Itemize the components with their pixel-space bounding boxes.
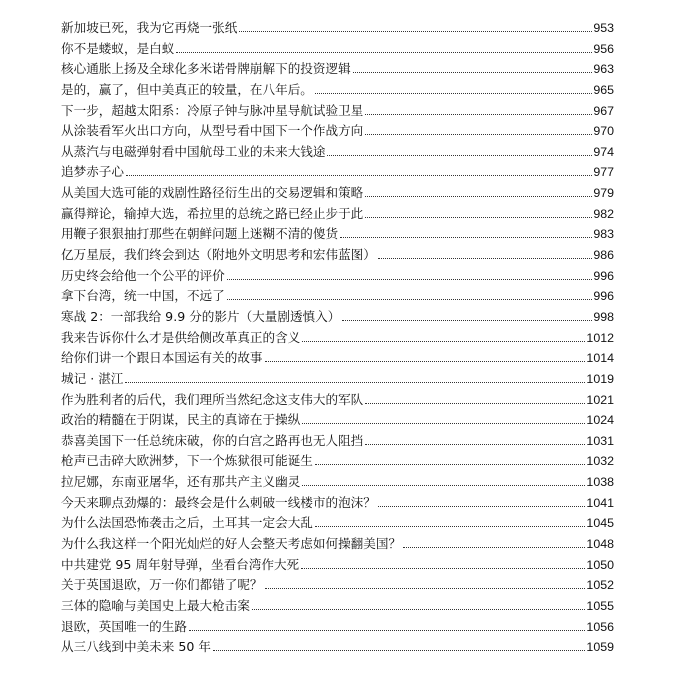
toc-entry-title: 追梦赤子心 <box>61 164 124 180</box>
toc-entry-title: 从三八线到中美未来 50 年 <box>61 639 211 655</box>
toc-entry-title: 你不是蝼蚁，是白蚁 <box>61 40 175 56</box>
toc-entry-page-number: 1014 <box>586 351 614 366</box>
toc-dot-leader <box>125 382 585 383</box>
toc-dot-leader <box>302 341 585 342</box>
toc-dot-leader <box>301 568 585 569</box>
toc-dot-leader <box>365 196 592 197</box>
toc-entry-page-number: 956 <box>593 41 614 56</box>
toc-entry-title: 中共建党 95 周年射导弹，坐看台湾作大死 <box>61 556 300 572</box>
toc-entry-page-number: 1059 <box>586 640 614 655</box>
toc-entry[interactable] <box>61 307 614 328</box>
toc-entry-title: 从蒸汽与电磁弹射看中国航母工业的未来大钱途 <box>61 143 326 159</box>
toc-dot-leader <box>353 72 593 73</box>
toc-entry-title: 从美国大选可能的戏剧性路径衍生出的交易逻辑和策略 <box>61 185 364 201</box>
toc-entry-title: 给你们讲一个跟日本国运有关的故事 <box>61 350 263 366</box>
toc-dot-leader <box>327 155 592 156</box>
toc-dot-leader <box>302 485 585 486</box>
toc-entry[interactable] <box>61 534 614 555</box>
toc-entry-title: 退欧，英国唯一的生路 <box>61 618 187 634</box>
toc-dot-leader <box>342 320 592 321</box>
toc-entry-page-number: 1052 <box>586 578 614 593</box>
toc-entry[interactable] <box>61 286 614 307</box>
toc-entry[interactable] <box>61 245 614 266</box>
toc-entry-page-number: 1055 <box>586 598 614 613</box>
toc-entry-page-number: 1056 <box>586 619 614 634</box>
toc-entry[interactable] <box>61 266 614 287</box>
toc-entry-page-number: 983 <box>593 227 614 242</box>
toc-entry-title: 我来告诉你什么才是供给侧改革真正的含义 <box>61 329 301 345</box>
toc-dot-leader <box>365 134 592 135</box>
toc-entry-page-number: 953 <box>593 21 614 35</box>
toc-dot-leader <box>189 630 585 631</box>
toc-entry-page-number: 965 <box>593 82 614 97</box>
toc-entry-title: 用鞭子狠狠抽打那些在朝鲜问题上迷糊不清的傻货 <box>61 226 339 242</box>
toc-entry[interactable] <box>61 224 614 245</box>
toc-entry-title: 城记 · 湛江 <box>61 370 124 386</box>
toc-dot-leader <box>302 423 585 424</box>
toc-dot-leader <box>315 93 592 94</box>
toc-entry[interactable] <box>61 101 614 122</box>
toc-entry-title: 下一步，超越太阳系：冷原子钟与脉冲星导航试验卫星 <box>61 102 364 118</box>
toc-entry-title: 今天来聊点劲爆的：最终会是什么刺破一线楼市的泡沫？ <box>61 494 376 510</box>
toc-dot-leader <box>227 279 593 280</box>
toc-entry[interactable] <box>61 410 614 431</box>
toc-entry-page-number: 1012 <box>586 330 614 345</box>
toc-entry[interactable] <box>61 493 614 514</box>
toc-entry-page-number: 1019 <box>586 371 614 386</box>
toc-entry-title: 赢得辩论，输掉大选，希拉里的总统之路已经止步于此 <box>61 205 364 221</box>
toc-entry-title: 核心通胀上扬及全球化多米诺骨牌崩解下的投资逻辑 <box>61 61 351 77</box>
toc-entry[interactable] <box>61 390 614 411</box>
toc-entry[interactable] <box>61 39 614 60</box>
toc-dot-leader <box>265 361 586 362</box>
toc-entry-page-number: 970 <box>593 124 614 139</box>
toc-entry[interactable] <box>61 18 614 39</box>
toc-entry[interactable] <box>61 348 614 369</box>
toc-entry-title: 是的，赢了，但中美真正的较量，在八年后。 <box>61 81 313 97</box>
toc-entry[interactable] <box>61 142 614 163</box>
toc-entry[interactable] <box>61 121 614 142</box>
toc-entry-title: 作为胜利者的后代，我们理所当然纪念这支伟大的军队 <box>61 391 364 407</box>
toc-entry-title: 恭喜美国下一任总统床破，你的白宫之路再也无人阻挡 <box>61 432 364 448</box>
toc-entry[interactable] <box>61 431 614 452</box>
toc-dot-leader <box>239 31 592 32</box>
toc-entry-title: 新加坡已死，我为它再烧一张纸 <box>61 20 238 35</box>
toc-entry-page-number: 1041 <box>586 495 614 510</box>
toc-entry-page-number: 998 <box>593 309 614 324</box>
toc-dot-leader <box>176 52 592 53</box>
toc-entry[interactable] <box>61 555 614 576</box>
toc-entry-title: 历史终会给他一个公平的评价 <box>61 267 225 283</box>
toc-dot-leader <box>265 588 586 589</box>
toc-dot-leader <box>365 114 592 115</box>
toc-entry-page-number: 1048 <box>586 537 614 552</box>
toc-dot-leader <box>315 464 586 465</box>
toc-entry-page-number: 996 <box>593 268 614 283</box>
toc-entry-title: 从涂装看军火出口方向，从型号看中国下一个作战方向 <box>61 123 364 139</box>
toc-entry-page-number: 1032 <box>586 454 614 469</box>
toc-entry-page-number: 1045 <box>586 516 614 531</box>
toc-entry-page-number: 1050 <box>586 557 614 572</box>
toc-entry-page-number: 1024 <box>586 413 614 428</box>
toc-entry-title: 寒战 2：一部我给 9.9 分的影片（大量剧透慎入） <box>61 308 341 324</box>
toc-entry[interactable] <box>61 59 614 80</box>
toc-entry-page-number: 1038 <box>586 475 614 490</box>
toc-entry-title: 拉尼娜，东南亚屠华，还有那共产主义幽灵 <box>61 474 301 490</box>
toc-entry-page-number: 979 <box>593 186 614 201</box>
toc-entry-title: 拿下台湾，统一中国，不远了 <box>61 288 225 304</box>
toc-dot-leader <box>378 258 592 259</box>
toc-entry[interactable] <box>61 162 614 183</box>
toc-entry[interactable] <box>61 596 614 617</box>
toc-dot-leader <box>213 650 585 651</box>
toc-entry[interactable] <box>61 80 614 101</box>
toc-entry-title: 为什么法国恐怖袭击之后，土耳其一定会大乱 <box>61 515 313 531</box>
toc-entry[interactable] <box>61 617 614 638</box>
toc-entry-page-number: 996 <box>593 289 614 304</box>
toc-entry-title: 政治的精髓在于阴谋，民主的真谛在于操纵 <box>61 412 301 428</box>
toc-entry-title: 为什么我这样一个阳光灿烂的好人会整天考虑如何操翻美国？ <box>61 536 402 552</box>
toc-entry-title: 枪声已击碎大欧洲梦，下一个炼狱很可能诞生 <box>61 453 313 469</box>
toc-entry[interactable] <box>61 575 614 596</box>
toc-entry-page-number: 986 <box>593 248 614 263</box>
toc-entry-page-number: 982 <box>593 206 614 221</box>
toc-entry[interactable] <box>61 472 614 493</box>
toc-dot-leader <box>403 547 585 548</box>
toc-dot-leader <box>340 237 592 238</box>
toc-entry-page-number: 963 <box>593 62 614 77</box>
toc-dot-leader <box>378 506 586 507</box>
toc-entry-page-number: 1021 <box>586 392 614 407</box>
toc-dot-leader <box>126 175 592 176</box>
toc-entry-page-number: 967 <box>593 103 614 118</box>
toc-entry[interactable] <box>61 637 614 658</box>
toc-entry-title: 三体的隐喻与美国史上最大枪击案 <box>61 597 250 613</box>
toc-entry[interactable] <box>61 183 614 204</box>
toc-entry-page-number: 974 <box>593 144 614 159</box>
toc-dot-leader <box>227 299 593 300</box>
toc-entry[interactable] <box>61 204 614 225</box>
toc-entry-title: 亿万星辰，我们终会到达（附地外文明思考和宏伟蓝图） <box>61 247 376 263</box>
toc-entry-title: 关于英国退欧，万一你们都错了呢？ <box>61 577 263 593</box>
toc-entry[interactable] <box>61 369 614 390</box>
toc-entry[interactable] <box>61 328 614 349</box>
toc-entry[interactable] <box>61 513 614 534</box>
toc-entry-page-number: 1031 <box>586 433 614 448</box>
toc-dot-leader <box>365 444 585 445</box>
toc-entry[interactable] <box>61 451 614 472</box>
table-of-contents <box>61 18 614 658</box>
toc-dot-leader <box>315 526 586 527</box>
toc-entry-page-number: 977 <box>593 165 614 180</box>
toc-dot-leader <box>252 609 586 610</box>
toc-dot-leader <box>365 403 585 404</box>
toc-dot-leader <box>365 217 592 218</box>
